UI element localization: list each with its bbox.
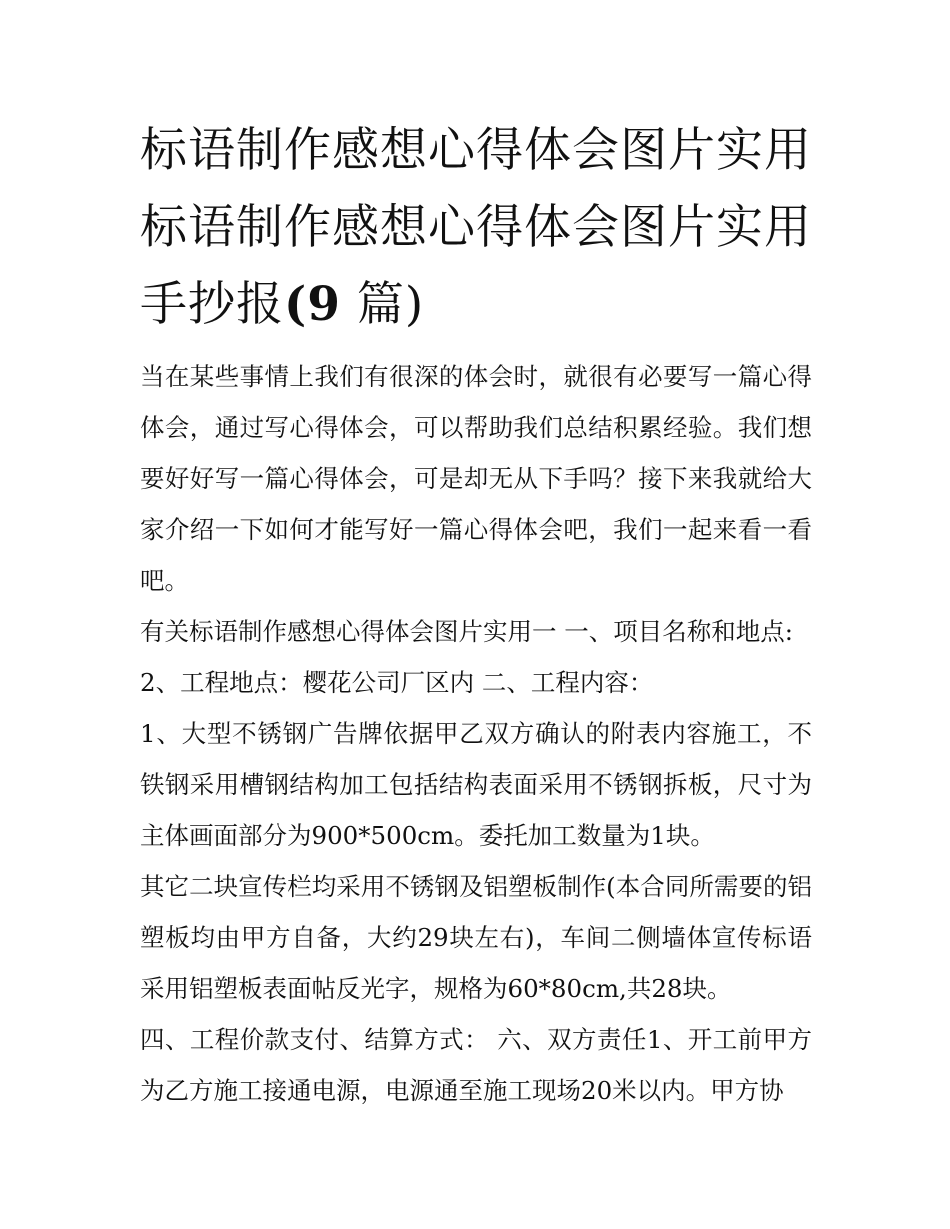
paragraph-project-name: 有关标语制作感想心得体会图片实用一 一、项目名称和地点: — [140, 617, 794, 646]
document-page — [140, 112, 812, 1116]
paragraph-bulletin-boards: 其它二块宣传栏均采用不锈钢及铝塑板制作(本合同所需要的铝塑板均由甲方自备，大约29块左右)，车间二侧墙体宣传标语采用铝塑板表面帖反光字，规格为60*80cm,共28块。 — [140, 872, 812, 1003]
title-text: 标语制作感想心得体会图片实用 标语制作感想心得体会图片实用手抄报 — [140, 123, 812, 332]
paragraph-billboard-spec: 1、大型不锈钢广告牌依据甲乙双方确认的附表内容施工，不铁钢采用槽钢结构加工包括结构表面采用不锈钢拆板，尺寸为主体画面部分为900*500cm。委托加工数量为1块。 — [140, 719, 812, 850]
paragraph-payment-responsibility: 四、工程价款支付、结算方式： 六、双方责任1、开工前甲方为乙方施工接通电源，电源通至施工现场20米以内。甲方协 — [140, 1025, 812, 1105]
title-suffix: 篇) — [340, 277, 425, 332]
title-count: (9 — [284, 277, 341, 332]
paragraph-project-location: 2、工程地点：樱花公司厂区内 二、工程内容： — [140, 668, 654, 697]
paragraph-intro: 当在某些事情上我们有很深的体会时，就很有必要写一篇心得体会，通过写心得体会，可以帮助我们总结积累经验。我们想要好好写一篇心得体会，可是却无从下手吗？接下来我就给大家介绍一下如何才能写好一篇心得体会吧，我们一起来看一看吧。 — [140, 362, 812, 595]
document-title — [140, 112, 812, 343]
